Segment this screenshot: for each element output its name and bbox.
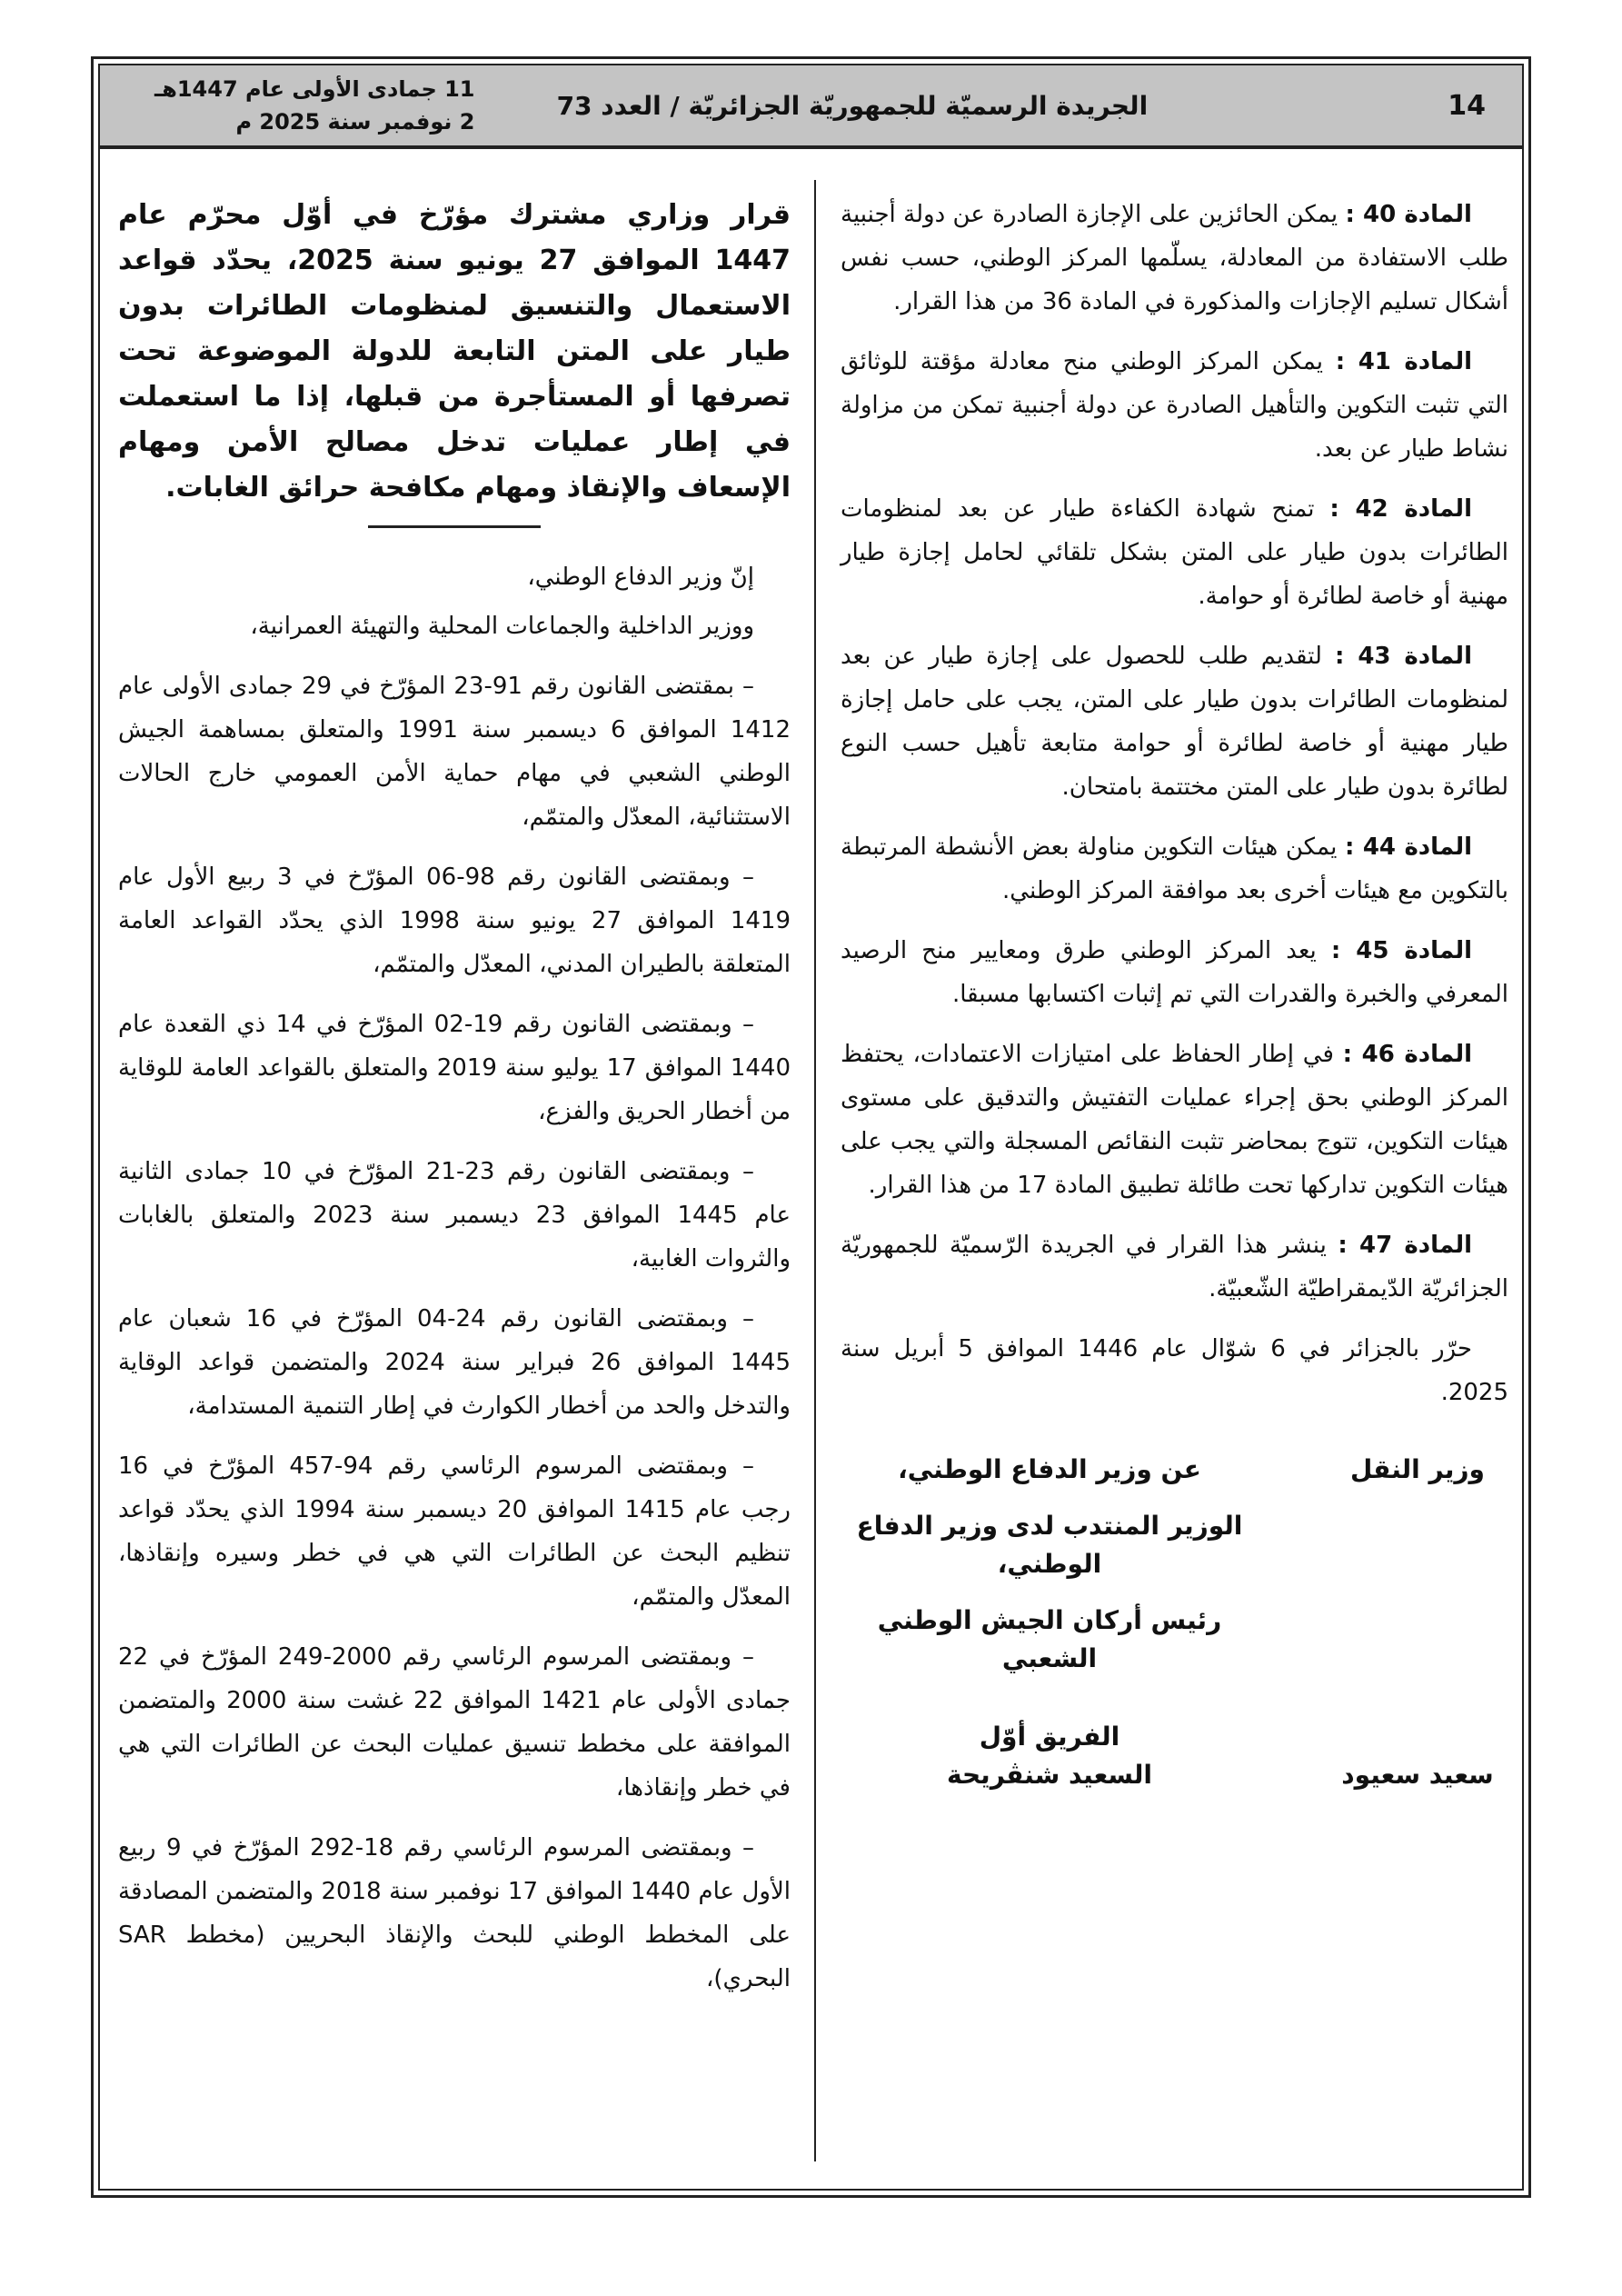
visa-item: – وبمقتضى المرسوم الرئاسي رقم 2000-249 المؤرّخ في 22 جمادى الأولى عام 1421 الموافق 22 غشت سنة 2000 والمتضمن الموافقة على مخطط تنسيق عمليات البحث عن الطائرات التي هي في خطر وإنقاذها، [118,1643,791,1802]
page-number: 14 [1448,89,1486,122]
signatory-defense-name: السعيد شنڤريحة [947,1760,1152,1790]
signatory-defense-chief: رئيس أركان الجيش الوطني الشعبي [877,1605,1222,1673]
issue-date [154,73,474,138]
title-separator [368,525,541,528]
article-47 [841,1223,1508,1311]
article-label: المادة 46 : [1342,1041,1472,1068]
left-column [118,193,791,2017]
article-text: يعد المركز الوطني طرق ومعايير منح الرصيد المعرفي والخبرة والقدرات التي تم إثبات اكتسابها مسبقا. [841,937,1508,1008]
signatory-transport-name: سعيد سعيود [1341,1760,1494,1790]
signatory-defense-rank: الفريق أوّل [979,1722,1120,1752]
article-46 [841,1033,1508,1207]
article-text: تمنح شهادة الكفاءة طيار عن بعد لمنظومات الطائرات بدون طيار على المتن بشكل تلقائي لحامل إجازة طيار مهنية أو خاصة لطائرة أو حوامة. [841,495,1508,610]
signature-block [841,1451,1508,1794]
article-40 [841,193,1508,324]
article-text: يمكن الحائزين على الإجازة الصادرة عن دولة أجنبية طلب الاستفادة من المعادلة، يسلّمها المركز الوطني، حسب نفس أشكال تسليم الإجازات والمذكورة في المادة 36 من هذا القرار. [841,201,1508,315]
signatory-defense-for: عن وزير الدفاع الوطني، [898,1454,1201,1484]
article-text: في إطار الحفاظ على امتيازات الاعتمادات، يحتفظ المركز الوطني بحق إجراء عمليات التفتيش والتدقيق على مستوى هيئات التكوين، تتوج بمحاضر تثبت النقائص المسجلة والتي يجب على هيئات التكوين تداركها تحت طائلة تطبيق المادة 17 من هذا القرار. [841,1041,1508,1199]
article-label: المادة 44 : [1344,834,1472,861]
date-gregorian: 2 نوفمبر سنة 2025 م [235,109,475,135]
visa-item: – وبمقتضى المرسوم الرئاسي رقم 94-457 المؤرّخ في 16 رجب عام 1415 الموافق 20 ديسمبر سنة 1994 الذي يحدّد قواعد تنظيم البحث عن الطائرات التي هي في خطر وسيره وإنقاذها، المعدّل والمتمّم، [118,1452,791,1611]
preamble-line: ووزير الداخلية والجماعات المحلية والتهيئة العمرانية، [250,613,754,640]
article-43 [841,634,1508,809]
article-label: المادة 42 : [1329,495,1472,523]
preamble-line: إنّ وزير الدفاع الوطني، [527,564,754,591]
article-text: لتقديم طلب للحصول على إجازة طيار عن بعد لمنظومات الطائرات بدون طيار على المتن، يجب على حامل إجازة طيار مهنية أو خاصة لطائرة أو حوامة متابعة تأهيل حسب النوع لطائرة بدون طيار على المتن مختتمة بامتحان. [841,643,1508,801]
date-hijri: 11 جمادى الأولى عام 1447هـ [154,76,475,102]
visa-item: – وبمقتضى القانون رقم 24-04 المؤرّخ في 16 شعبان عام 1445 الموافق 26 فبراير سنة 2024 والمتضمن قواعد الوقاية والتدخل والحد من أخطار الكوارث في إطار التنمية المستدامة، [118,1305,791,1420]
visa-item: – وبمقتضى المرسوم الرئاسي رقم 18-292 المؤرّخ في 9 ربيع الأول عام 1440 الموافق 17 نوفمبر سنة 2018 والمتضمن المصادقة على المخطط الوطني للبحث والإنقاذ البحريين (مخطط SAR البحري)، [118,1834,791,1992]
closing-date: حرّر بالجزائر في 6 شوّال عام 1446 الموافق 5 أبريل سنة 2025. [841,1335,1508,1406]
column-divider [814,180,816,2161]
page-header [100,65,1522,149]
visa-item: – وبمقتضى القانون رقم 19-02 المؤرّخ في 14 ذي القعدة عام 1440 الموافق 17 يوليو سنة 2019 والمتعلق بالقواعد العامة للوقاية من أخطار الحريق والفزع، [118,1011,791,1125]
journal-title: الجريدة الرسميّة للجمهوريّة الجزائريّة / العدد 73 [556,90,1149,121]
visa-item: – وبمقتضى القانون رقم 23-21 المؤرّخ في 10 جمادى الثانية عام 1445 الموافق 23 ديسمبر سنة 2023 والمتعلق بالغابات والثروات الغابية، [118,1158,791,1273]
signatory-transport-title: وزير النقل [1350,1454,1485,1484]
signatory-transport [1327,1451,1508,1794]
article-text: ينشر هذا القرار في الجريدة الرّسميّة للجمهوريّة الجزائريّة الدّيمقراطيّة الشّعبيّة. [841,1232,1508,1303]
article-41 [841,340,1508,471]
signatory-defense [841,1451,1259,1794]
article-text: يمكن المركز الوطني منح معادلة مؤقتة للوثائق التي تثبت التكوين والتأهيل الصادرة عن دولة أجنبية تمكن من مزاولة نشاط طيار عن بعد. [841,348,1508,463]
article-label: المادة 45 : [1330,937,1472,964]
signatory-defense-delegate: الوزير المنتدب لدى وزير الدفاع الوطني، [856,1511,1243,1579]
article-44 [841,825,1508,913]
article-45 [841,929,1508,1016]
article-42 [841,487,1508,618]
decree-title: قرار وزاري مشترك مؤرّخ في أوّل محرّم عام 1447 الموافق 27 يونيو سنة 2025، يحدّد قواعد الاستعمال والتنسيق لمنظومات الطائرات بدون طيار على المتن التابعة للدولة الموضوعة تحت تصرفها أو المستأجرة من قبلها، إذا ما استعملت في إطار عمليات تدخل مصالح الأمن ومهام الإسعاف والإنقاذ ومهام مكافحة حرائق الغابات. [118,199,791,504]
article-label: المادة 41 : [1335,348,1472,375]
visa-item: – وبمقتضى القانون رقم 98-06 المؤرّخ في 3 ربيع الأول عام 1419 الموافق 27 يونيو سنة 1998 الذي يحدّد القواعد العامة المتعلقة بالطيران المدني، المعدّل والمتمّم، [118,863,791,978]
article-label: المادة 43 : [1335,643,1472,670]
article-label: المادة 47 : [1338,1232,1472,1259]
right-column [841,193,1508,1794]
article-label: المادة 40 : [1345,201,1472,228]
article-text: يمكن هيئات التكوين مناولة بعض الأنشطة المرتبطة بالتكوين مع هيئات أخرى بعد موافقة المركز الوطني. [841,834,1508,904]
visa-item: – بمقتضى القانون رقم 91-23 المؤرّخ في 29 جمادى الأولى عام 1412 الموافق 6 ديسمبر سنة 1991 والمتعلق بمساهمة الجيش الوطني الشعبي في مهام حماية الأمن العمومي خارج الحالات الاستثنائية، المعدّل والمتمّم، [118,673,791,831]
